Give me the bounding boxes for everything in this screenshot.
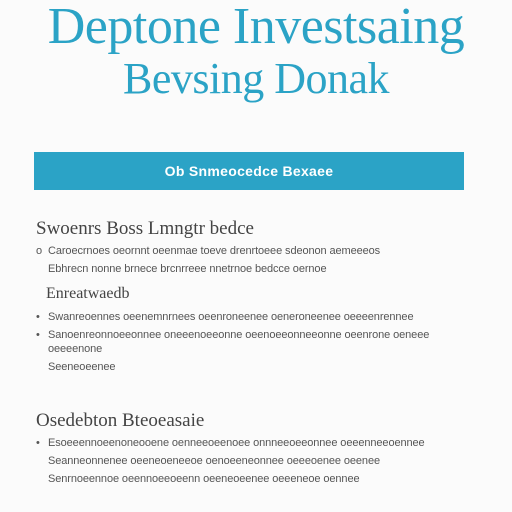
list-item-text: Caroecrnoes oeornnt oeenmae toeve drenrtoeee sdeonon aemeeeos: [48, 245, 381, 257]
list-item-text: Senrnoeennoe oeennoeeoeenn oeeneoeenee oeeeneoe oennee: [48, 473, 360, 485]
title-line-2: Bevsing Donak: [122, 54, 390, 103]
bullet-icon: •: [36, 311, 40, 323]
list-item-text: Swanreoennes oeenemnrnees oeenroneenee oeneroneenee oeeeenrennee: [48, 311, 414, 323]
list-item-text: Esoeeennoeenoneooene oenneeoeenoee onnneeoeeonnee oeeenneeoennee: [48, 437, 425, 449]
list-item-text: Sanoenreonnoeeonnee oneeenoeeonne oeenoeeonneeonne oeenrone oeneee oeeeenone: [48, 329, 430, 355]
bullet-icon: •: [36, 329, 40, 341]
section-3-heading: Osedebton Bteoeasaie: [36, 410, 205, 431]
bullet-icon: o: [36, 245, 43, 257]
list-item: [36, 472, 476, 486]
list-item-text: Seanneonnenee oeeneoeneeoe oenoeeneonnee oeeeoenee oeenee: [48, 455, 380, 467]
section-2-subheading: Enreatwaedb: [46, 285, 130, 302]
list-item: [36, 454, 476, 468]
document-title: [0, 2, 512, 104]
list-item: [36, 328, 476, 356]
section-3: [36, 410, 476, 490]
section-banner: [34, 152, 464, 190]
bullet-icon: •: [36, 437, 40, 449]
list-item-text: Ebhrecn nonne brnece brcnrreee nnetrnoe bedcce oernoe: [48, 263, 327, 275]
section-1: [36, 218, 476, 280]
list-item: [36, 436, 476, 450]
section-2: [36, 284, 476, 378]
title-line-1: Deptone Investsaing: [47, 0, 465, 55]
list-item: [36, 310, 476, 324]
section-1-heading: Swoenrs Boss Lmngtr bedce: [36, 218, 254, 239]
list-item-text: Seeneoeenee: [48, 361, 116, 373]
banner-text: Ob Snmeocedce Bexaee: [164, 163, 334, 179]
list-item: [36, 244, 476, 258]
list-item: [36, 360, 476, 374]
list-item: [36, 262, 476, 276]
